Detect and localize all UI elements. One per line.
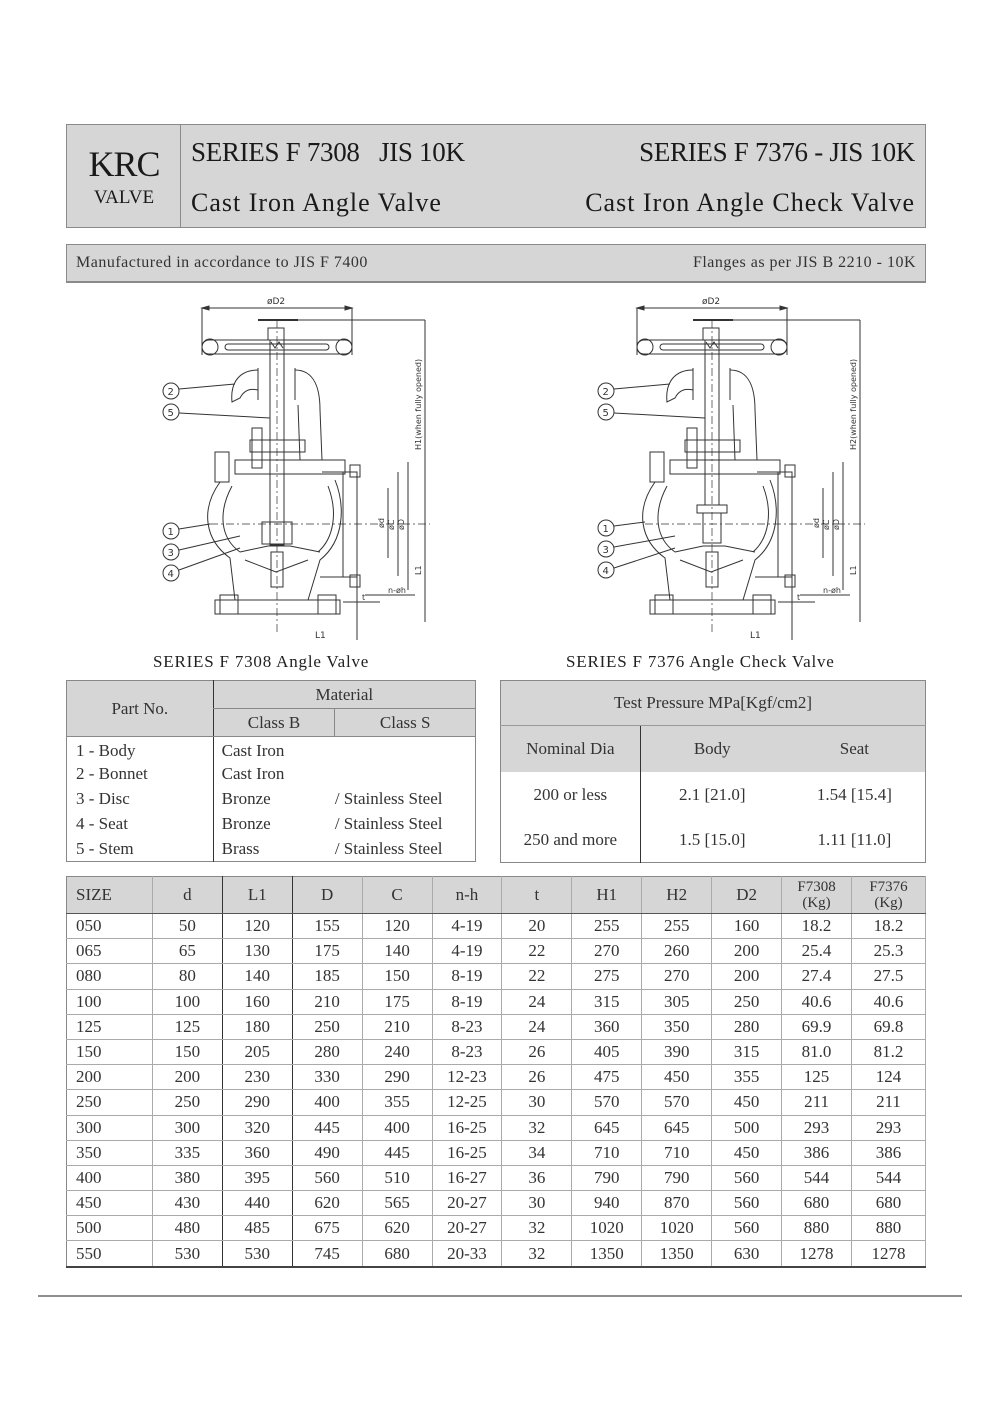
dimension-cell: 250	[152, 1090, 222, 1115]
dimension-cell: 315	[712, 1039, 782, 1064]
dimension-cell: 450	[67, 1191, 153, 1216]
dimension-cell: 290	[222, 1090, 292, 1115]
dimension-row	[67, 1090, 926, 1115]
logo-block	[67, 125, 181, 227]
dimension-cell: 200	[152, 1065, 222, 1090]
drawing-caption-angle-valve: SERIES F 7308 Angle Valve	[153, 652, 370, 671]
dimension-cell: 20	[502, 914, 572, 939]
svg-text:2: 2	[602, 387, 609, 398]
dimension-cell: 250	[67, 1090, 153, 1115]
svg-text:3: 3	[602, 545, 609, 556]
dimension-cell: 230	[222, 1065, 292, 1090]
dimension-cell: 440	[222, 1191, 292, 1216]
svg-text:1: 1	[602, 524, 609, 535]
dimension-cell: 36	[502, 1165, 572, 1190]
svg-text:H2(when fully opened): H2(when fully opened)	[849, 358, 858, 450]
seat-header: Seat	[784, 726, 926, 772]
col-n-h: n-h	[432, 877, 502, 914]
svg-text:øD: øD	[832, 518, 841, 530]
dimension-cell: 4-19	[432, 914, 502, 939]
dimension-cell: 250	[292, 1014, 362, 1039]
dimension-cell: 400	[292, 1090, 362, 1115]
dimension-cell: 270	[572, 939, 642, 964]
svg-text:øC: øC	[822, 519, 831, 530]
col-D: D	[292, 877, 362, 914]
dimension-cell: 140	[222, 964, 292, 989]
dimension-cell: 100	[152, 989, 222, 1014]
dimension-cell: 400	[67, 1165, 153, 1190]
dimension-cell: 293	[782, 1115, 852, 1140]
dimension-cell: 560	[292, 1165, 362, 1190]
dimension-cell: 475	[572, 1065, 642, 1090]
dimension-cell: 16-25	[432, 1140, 502, 1165]
dimension-cell: 4-19	[432, 939, 502, 964]
dimension-cell: 355	[712, 1065, 782, 1090]
dimensions-table	[66, 876, 926, 1268]
dimension-cell: 320	[222, 1115, 292, 1140]
dimension-cell: 16-25	[432, 1115, 502, 1140]
col-d: d	[152, 877, 222, 914]
dimension-cell: 485	[222, 1216, 292, 1241]
dimension-cell: 544	[782, 1165, 852, 1190]
svg-text:2: 2	[167, 387, 174, 398]
dimension-cell: 25.4	[782, 939, 852, 964]
dimension-cell: 27.4	[782, 964, 852, 989]
svg-text:3: 3	[167, 548, 174, 559]
dimension-cell: 275	[572, 964, 642, 989]
dimension-cell: 69.9	[782, 1014, 852, 1039]
dimension-cell: 1350	[642, 1241, 712, 1267]
standards-banner	[66, 244, 926, 283]
dimension-cell: 155	[292, 914, 362, 939]
dimension-cell: 16-27	[432, 1165, 502, 1190]
material-row: 3 - Disc Bronze / Stainless Steel	[67, 787, 476, 812]
svg-text:øD2: øD2	[267, 297, 286, 307]
dimension-cell: 32	[502, 1241, 572, 1267]
dimension-cell: 386	[852, 1140, 926, 1165]
series-title-left: SERIES F 7308 JIS 10K	[191, 137, 465, 167]
dimension-cell: 210	[292, 989, 362, 1014]
dimension-cell: 560	[712, 1216, 782, 1241]
svg-text:H1(when fully opened): H1(when fully opened)	[414, 358, 423, 450]
dimension-cell: 8-23	[432, 1039, 502, 1064]
dimension-cell: 211	[852, 1090, 926, 1115]
svg-text:L1: L1	[849, 565, 858, 575]
dimension-cell: 22	[502, 964, 572, 989]
dimension-cell: 211	[782, 1090, 852, 1115]
dimension-cell: 445	[292, 1115, 362, 1140]
dimension-cell: 20-27	[432, 1216, 502, 1241]
dimension-cell: 293	[852, 1115, 926, 1140]
dimension-cell: 080	[67, 964, 153, 989]
dimension-cell: 69.8	[852, 1014, 926, 1039]
dimension-cell: 280	[712, 1014, 782, 1039]
dimension-cell: 18.2	[852, 914, 926, 939]
svg-text:øD: øD	[397, 518, 406, 530]
dimension-cell: 630	[712, 1241, 782, 1267]
col-l1: L1	[222, 877, 292, 914]
dimension-cell: 140	[362, 939, 432, 964]
flange-standard: Flanges as per JIS B 2210 - 10K	[692, 254, 916, 271]
dimension-cell: 450	[712, 1140, 782, 1165]
dimension-cell: 80	[152, 964, 222, 989]
dimension-cell: 430	[152, 1191, 222, 1216]
dimension-cell: 405	[572, 1039, 642, 1064]
dimension-cell: 065	[67, 939, 153, 964]
dimension-cell: 870	[642, 1191, 712, 1216]
dimension-cell: 125	[67, 1014, 153, 1039]
dimension-cell: 26	[502, 1065, 572, 1090]
dimension-cell: 490	[292, 1140, 362, 1165]
dimension-cell: 790	[572, 1165, 642, 1190]
dimension-cell: 200	[712, 939, 782, 964]
svg-text:1: 1	[167, 527, 174, 538]
col-f7308-weight: F7308 (Kg)	[782, 877, 852, 914]
dimension-cell: 530	[152, 1241, 222, 1267]
dimension-cell: 510	[362, 1165, 432, 1190]
dimension-cell: 22	[502, 939, 572, 964]
dimension-cell: 8-23	[432, 1014, 502, 1039]
dimension-cell: 1020	[642, 1216, 712, 1241]
svg-text:4: 4	[602, 566, 609, 577]
material-row: 2 - Bonnet Cast Iron	[67, 762, 476, 787]
dimension-cell: 32	[502, 1115, 572, 1140]
dimension-cell: 185	[292, 964, 362, 989]
dimension-cell: 30	[502, 1191, 572, 1216]
product-name-left: Cast Iron Angle Valve	[191, 188, 442, 217]
dimension-cell: 25.3	[852, 939, 926, 964]
svg-text:4: 4	[167, 569, 174, 580]
dimension-row	[67, 1140, 926, 1165]
dimension-cell: 160	[222, 989, 292, 1014]
dimension-cell: 40.6	[852, 989, 926, 1014]
dimension-cell: 125	[782, 1065, 852, 1090]
dimension-cell: 1278	[852, 1241, 926, 1267]
col-t: t	[502, 877, 572, 914]
dimension-cell: 480	[152, 1216, 222, 1241]
col-h1: H1	[572, 877, 642, 914]
dimension-cell: 20-27	[432, 1191, 502, 1216]
dimension-cell: 680	[782, 1191, 852, 1216]
svg-text:t: t	[362, 593, 366, 602]
dimension-row	[67, 914, 926, 939]
dimension-cell: 350	[67, 1140, 153, 1165]
dimension-row	[67, 1065, 926, 1090]
dimension-row	[67, 1216, 926, 1241]
svg-text:ød: ød	[812, 518, 821, 528]
logo-subtext: VALVE	[93, 187, 155, 208]
dimension-cell: 050	[67, 914, 153, 939]
dimension-cell: 940	[572, 1191, 642, 1216]
dimension-cell: 880	[852, 1216, 926, 1241]
dimension-cell: 1350	[572, 1241, 642, 1267]
dimension-cell: 240	[362, 1039, 432, 1064]
dimension-cell: 12-23	[432, 1065, 502, 1090]
dimension-cell: 570	[642, 1090, 712, 1115]
dimension-row	[67, 1165, 926, 1190]
dimension-cell: 450	[712, 1090, 782, 1115]
col-f7376-weight: F7376 (Kg)	[852, 877, 926, 914]
dimension-cell: 880	[782, 1216, 852, 1241]
dimension-cell: 355	[362, 1090, 432, 1115]
dimension-cell: 360	[222, 1140, 292, 1165]
drawing-caption-angle-check-valve: SERIES F 7376 Angle Check Valve	[566, 652, 835, 671]
svg-text:5: 5	[167, 408, 174, 419]
dimension-cell: 8-19	[432, 989, 502, 1014]
dimension-cell: 18.2	[782, 914, 852, 939]
svg-text:L1: L1	[315, 631, 326, 640]
dimension-cell: 210	[362, 1014, 432, 1039]
dimension-cell: 34	[502, 1140, 572, 1165]
pressure-row: 250 and more 1.5 [15.0] 1.11 [11.0]	[501, 818, 926, 863]
dimension-cell: 645	[642, 1115, 712, 1140]
dimension-cell: 250	[712, 989, 782, 1014]
svg-text:t: t	[797, 593, 801, 602]
dimension-cell: 530	[222, 1241, 292, 1267]
dimension-cell: 395	[222, 1165, 292, 1190]
dimension-cell: 315	[572, 989, 642, 1014]
part-no-header: Part No.	[67, 681, 214, 737]
dimension-cell: 544	[852, 1165, 926, 1190]
dimension-cell: 380	[152, 1165, 222, 1190]
dimension-cell: 445	[362, 1140, 432, 1165]
dimension-cell: 27.5	[852, 964, 926, 989]
dimension-cell: 175	[292, 939, 362, 964]
dimension-row	[67, 939, 926, 964]
dimension-cell: 124	[852, 1065, 926, 1090]
dimension-cell: 1278	[782, 1241, 852, 1267]
dimension-cell: 450	[642, 1065, 712, 1090]
body-header: Body	[640, 726, 784, 772]
dimension-cell: 620	[292, 1191, 362, 1216]
dimension-cell: 32	[502, 1216, 572, 1241]
dimension-cell: 100	[67, 989, 153, 1014]
dimension-cell: 24	[502, 1014, 572, 1039]
dimension-cell: 180	[222, 1014, 292, 1039]
col-h2: H2	[642, 877, 712, 914]
svg-text:n-øh: n-øh	[823, 586, 841, 595]
test-pressure-title: Test Pressure MPa[Kgf/cm2]	[501, 681, 926, 726]
dimension-cell: 8-19	[432, 964, 502, 989]
dimension-cell: 125	[152, 1014, 222, 1039]
dimension-cell: 40.6	[782, 989, 852, 1014]
dimension-cell: 160	[712, 914, 782, 939]
svg-text:n-øh: n-øh	[388, 586, 406, 595]
dimension-cell: 205	[222, 1039, 292, 1064]
col-size: SIZE	[67, 877, 153, 914]
class-b-header: Class B	[213, 709, 335, 737]
dimension-cell: 300	[67, 1115, 153, 1140]
dimension-cell: 150	[362, 964, 432, 989]
dimension-cell: 390	[642, 1039, 712, 1064]
dimension-cell: 255	[572, 914, 642, 939]
dimension-row	[67, 1039, 926, 1064]
dimension-row	[67, 1115, 926, 1140]
dimension-cell: 65	[152, 939, 222, 964]
dimension-cell: 680	[362, 1241, 432, 1267]
dimension-cell: 560	[712, 1165, 782, 1190]
dimension-cell: 260	[642, 939, 712, 964]
angle-check-valve-drawing	[575, 290, 875, 640]
svg-text:øD2: øD2	[702, 297, 721, 307]
svg-text:5: 5	[602, 408, 609, 419]
dimension-cell: 645	[572, 1115, 642, 1140]
dimension-cell: 745	[292, 1241, 362, 1267]
angle-valve-drawing	[140, 290, 440, 640]
svg-text:L1: L1	[414, 565, 423, 575]
dimension-cell: 30	[502, 1090, 572, 1115]
dimension-cell: 350	[642, 1014, 712, 1039]
svg-text:L1: L1	[750, 631, 761, 640]
dimension-cell: 305	[642, 989, 712, 1014]
material-table	[66, 680, 476, 862]
logo-text: KRC	[88, 144, 160, 184]
dimension-row	[67, 1241, 926, 1267]
svg-text:ød: ød	[377, 518, 386, 528]
dimension-cell: 710	[572, 1140, 642, 1165]
dimension-cell: 200	[712, 964, 782, 989]
dimension-cell: 400	[362, 1115, 432, 1140]
dimension-cell: 500	[712, 1115, 782, 1140]
dimension-cell: 300	[152, 1115, 222, 1140]
dimension-cell: 270	[642, 964, 712, 989]
dimension-cell: 550	[67, 1241, 153, 1267]
pressure-row: 200 or less 2.1 [21.0] 1.54 [15.4]	[501, 772, 926, 818]
dimension-cell: 680	[852, 1191, 926, 1216]
dimension-cell: 20-33	[432, 1241, 502, 1267]
dimension-cell: 335	[152, 1140, 222, 1165]
test-pressure-table	[500, 680, 926, 863]
title-block	[66, 124, 926, 228]
dimension-cell: 560	[712, 1191, 782, 1216]
dimension-row	[67, 1014, 926, 1039]
dimension-cell: 120	[362, 914, 432, 939]
dimension-cell: 290	[362, 1065, 432, 1090]
dimension-cell: 280	[292, 1039, 362, 1064]
footer-divider	[38, 1295, 962, 1297]
dimension-row	[67, 964, 926, 989]
dimension-cell: 330	[292, 1065, 362, 1090]
col-d2: D2	[712, 877, 782, 914]
manufacturing-standard: Manufactured in accordance to JIS F 7400	[76, 254, 368, 271]
material-row: 5 - Stem Brass / Stainless Steel	[67, 837, 476, 862]
nominal-dia-header: Nominal Dia	[501, 726, 641, 772]
dimension-cell: 150	[152, 1039, 222, 1064]
dimension-cell: 500	[67, 1216, 153, 1241]
series-title-right: SERIES F 7376 - JIS 10K	[639, 137, 915, 167]
material-row: 4 - Seat Bronze / Stainless Steel	[67, 812, 476, 837]
dimension-cell: 130	[222, 939, 292, 964]
dimension-cell: 120	[222, 914, 292, 939]
material-row: 1 - Body Cast Iron	[67, 737, 476, 762]
dimension-cell: 81.2	[852, 1039, 926, 1064]
dimension-cell: 1020	[572, 1216, 642, 1241]
dimension-cell: 150	[67, 1039, 153, 1064]
dimension-cell: 386	[782, 1140, 852, 1165]
dimension-cell: 360	[572, 1014, 642, 1039]
dimension-cell: 620	[362, 1216, 432, 1241]
dimension-cell: 790	[642, 1165, 712, 1190]
dimension-cell: 24	[502, 989, 572, 1014]
dimension-row	[67, 1191, 926, 1216]
material-header: Material	[213, 681, 475, 709]
dimension-cell: 675	[292, 1216, 362, 1241]
dimension-cell: 12-25	[432, 1090, 502, 1115]
dimension-cell: 175	[362, 989, 432, 1014]
col-c: C	[362, 877, 432, 914]
svg-text:øC: øC	[387, 519, 396, 530]
product-name-right: Cast Iron Angle Check Valve	[585, 188, 915, 217]
dimension-cell: 81.0	[782, 1039, 852, 1064]
dimension-row	[67, 989, 926, 1014]
dimension-cell: 50	[152, 914, 222, 939]
dimension-cell: 565	[362, 1191, 432, 1216]
dimension-cell: 26	[502, 1039, 572, 1064]
dimension-cell: 570	[572, 1090, 642, 1115]
dimension-cell: 255	[642, 914, 712, 939]
class-s-header: Class S	[335, 709, 476, 737]
dimension-cell: 710	[642, 1140, 712, 1165]
dimension-cell: 200	[67, 1065, 153, 1090]
